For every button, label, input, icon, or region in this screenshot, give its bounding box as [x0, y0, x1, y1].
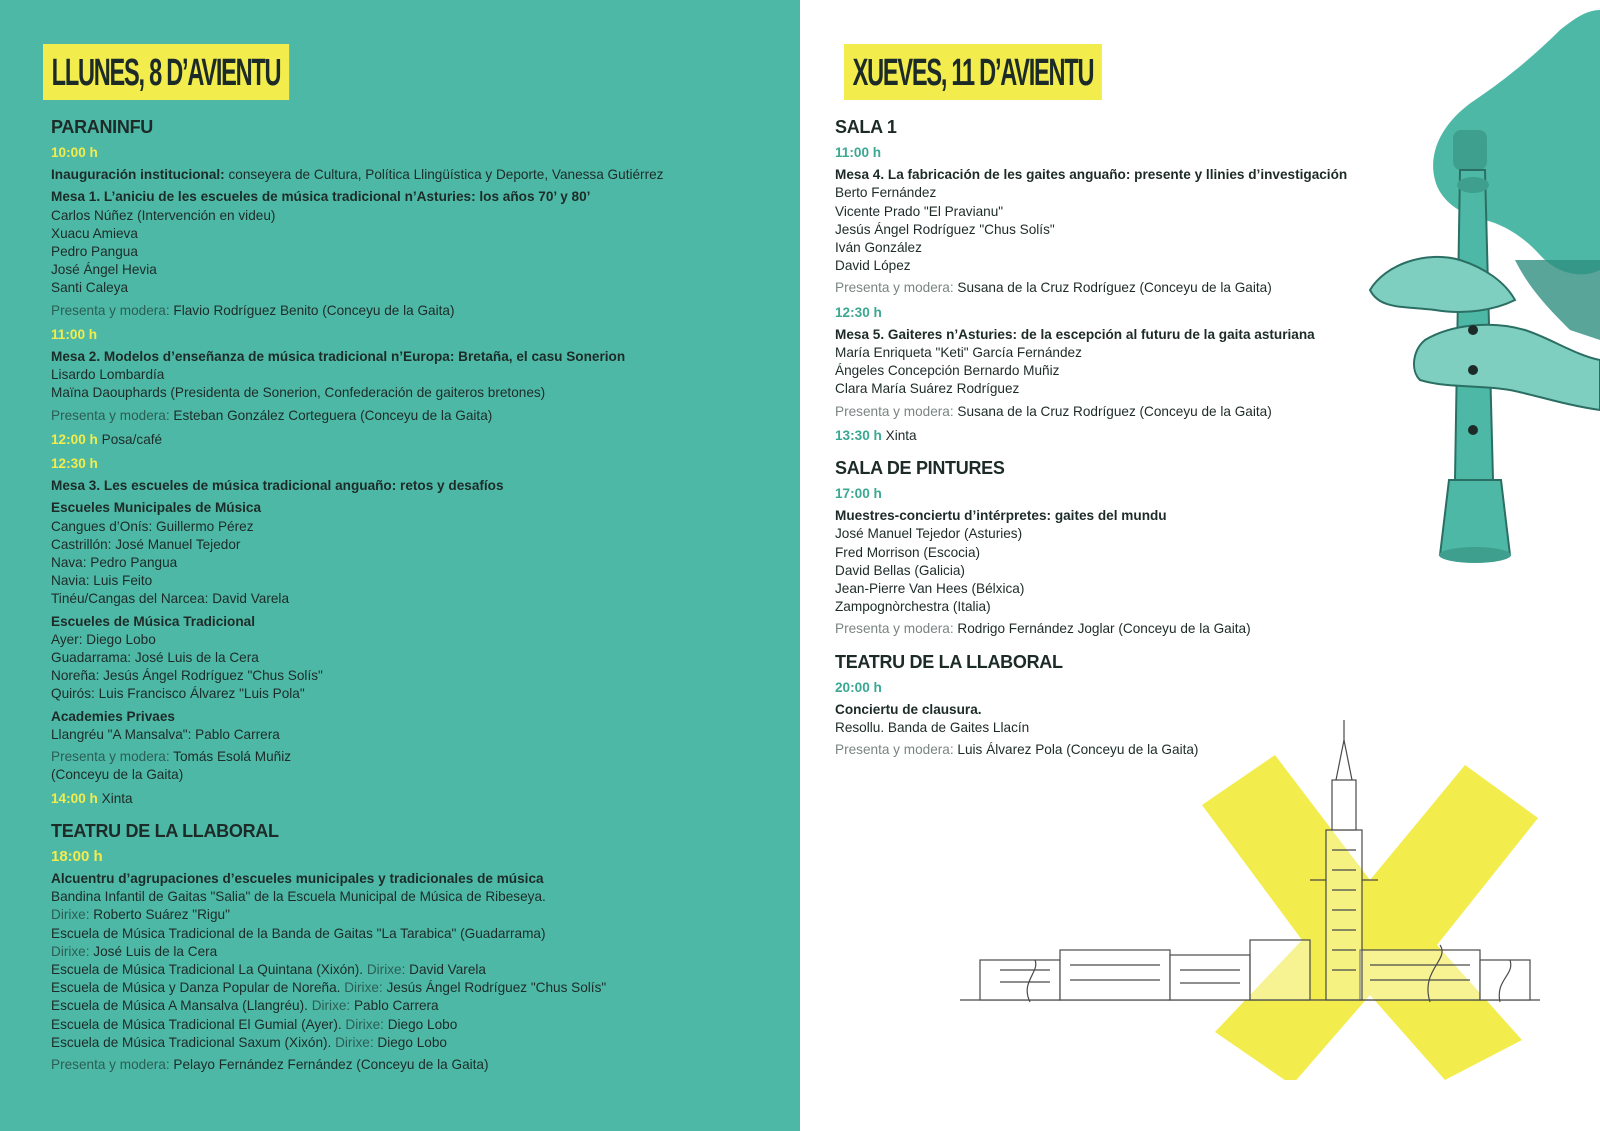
lunch-line: 14:00 h Xinta — [51, 790, 133, 806]
group-line: Escuela de Música Tradicional El Gumial (Ayer). Dirixe: Diego Lobo — [51, 1016, 458, 1032]
school-line: Quirós: Luis Francisco Álvarez "Luis Pola" — [51, 686, 305, 702]
school-line: Cangues d’Onís: Guillermo Pérez — [51, 518, 254, 534]
day-header-thursday: XUEVES, 11 D’AVIENTU — [844, 44, 1102, 100]
school-line: Tinéu/Cangas del Narcea: David Varela — [51, 591, 290, 607]
mesa-title: Mesa 3. Les escueles de música tradicional anguaño: retos y desafíos — [51, 478, 504, 494]
moderator-line: Presenta y modera: Esteban González Corteguera (Conceyu de la Gaita) — [51, 407, 493, 423]
moderator-line: Presenta y modera: Tomás Esolá Muñiz — [51, 749, 292, 765]
moderator-line: Presenta y modera: Pelayo Fernández Fernández (Conceyu de la Gaita) — [51, 1056, 489, 1072]
venue-teatru: TEATRU DE LA LLABORAL — [835, 651, 1063, 672]
speaker: Xuacu Amieva — [51, 225, 138, 241]
mesa-title: Mesa 5. Gaiteres n’Asturies: de la escepción al futuru de la gaita asturiana — [835, 326, 1315, 342]
school-line: Ayer: Diego Lobo — [51, 631, 156, 647]
mesa-title: Mesa 4. La fabricación de les gaites anguaño: presente y llinies d’investigación — [835, 167, 1348, 183]
school-line: Nava: Pedro Pangua — [51, 555, 178, 571]
school-line: Navia: Luis Feito — [51, 573, 153, 589]
speaker: María Enriqueta "Keti" García Fernández — [835, 345, 1082, 361]
mesa-title: Mesa 1. L’aniciu de les escueles de música tradicional n’Asturies: los años 70’ y 80’ — [51, 189, 591, 205]
speaker: Maïna Daouphards (Presidenta de Sonerion, Confederación de gaiteros bretones) — [51, 385, 546, 401]
group-line: Escuela de Música Tradicional Saxum (Xixón). Dirixe: Diego Lobo — [51, 1034, 447, 1050]
time-slot: 18:00 h — [51, 847, 103, 865]
time-slot: 17:00 h — [835, 486, 882, 502]
event-title: Muestres-conciertu d’intérpretes: gaites del mundu — [835, 508, 1167, 524]
venue-teatru: TEATRU DE LA LLABORAL — [51, 820, 279, 841]
mesa-title: Mesa 2. Modelos d’enseñanza de música tradicional n’Europa: Bretaña, el casu Sonerion — [51, 349, 626, 365]
speaker: Lisardo Lombardía — [51, 367, 165, 383]
school-line: Llangréu "A Mansalva": Pablo Carrera — [51, 726, 280, 742]
speaker: David López — [835, 258, 911, 274]
monday-schedule — [51, 116, 791, 1074]
right-page — [800, 0, 1600, 1131]
moderator-line-cont: (Conceyu de la Gaita) — [51, 767, 184, 783]
speaker: Clara María Suárez Rodríguez — [835, 381, 1020, 397]
group-title: Escueles Municipales de Música — [51, 500, 262, 516]
event-title: Alcuentru d’agrupaciones d’escueles municipales y tradicionales de música — [51, 870, 544, 886]
time-slot: 12:30 h — [51, 456, 98, 472]
speaker: Carlos Núñez (Intervención en videu) — [51, 207, 276, 223]
venue-sala-1: SALA 1 — [835, 117, 897, 137]
time-slot: 10:00 h — [51, 145, 98, 160]
break-line: 12:00 h Posa/café — [51, 431, 163, 447]
inauguration-line: Inauguración institucional: conseyera de Cultura, Política Llingüística y Deporte, Vanessa Gutiérrez — [51, 167, 664, 183]
venue-sala-de-pintures: SALA DE PINTURES — [835, 458, 1005, 479]
performer: José Manuel Tejedor (Asturies) — [835, 526, 1023, 542]
speaker: Berto Fernández — [835, 185, 937, 201]
performer: Zampognòrchestra (Italia) — [835, 599, 991, 615]
group-line: Escuela de Música A Mansalva (Llangréu). Dirixe: Pablo Carrera — [51, 998, 439, 1014]
bagpipe-chanter-illustration — [1365, 10, 1600, 570]
speaker: Pedro Pangua — [51, 244, 138, 260]
speaker: Santi Caleya — [51, 280, 129, 296]
group-title: Academies Privaes — [51, 708, 175, 724]
group-line: Bandina Infantil de Gaitas "Salia" de la Escuela Municipal de Música de Ribeseya. — [51, 889, 546, 905]
time-slot: 11:00 h — [51, 326, 98, 342]
moderator-line: Presenta y modera: Susana de la Cruz Rodríguez (Conceyu de la Gaita) — [835, 280, 1272, 296]
school-line: Noreña: Jesús Ángel Rodríguez "Chus Solís" — [51, 668, 323, 684]
director-line: Dirixe: Roberto Suárez "Rigu" — [51, 907, 230, 923]
moderator-line: Presenta y modera: Luis Álvarez Pola (Conceyu de la Gaita) — [835, 742, 1199, 758]
speaker: Ángeles Concepción Bernardo Muñiz — [835, 363, 1060, 379]
time-slot: 20:00 h — [835, 679, 882, 695]
director-line: Dirixe: José Luis de la Cera — [51, 943, 218, 959]
group-line: Escuela de Música Tradicional de la Banda de Gaitas "La Tarabica" (Guadarrama) — [51, 925, 546, 941]
moderator-line: Presenta y modera: Susana de la Cruz Rodríguez (Conceyu de la Gaita) — [835, 403, 1272, 419]
day-header-monday: LLUNES, 8 D’AVIENTU — [43, 44, 289, 100]
performer: David Bellas (Galicia) — [835, 562, 965, 578]
lunch-line: 13:30 h Xinta — [835, 427, 917, 443]
performer: Resollu. Banda de Gaites Llacín — [835, 720, 1030, 736]
moderator-line: Presenta y modera: Rodrigo Fernández Joglar (Conceyu de la Gaita) — [835, 621, 1251, 637]
group-line: Escuela de Música y Danza Popular de Noreña. Dirixe: Jesús Ángel Rodríguez "Chus Solís" — [51, 980, 607, 996]
speaker: Iván González — [835, 240, 922, 256]
time-slot: 12:30 h — [835, 304, 882, 320]
school-line: Castrillón: José Manuel Tejedor — [51, 536, 241, 552]
speaker: José Ángel Hevia — [51, 262, 157, 278]
performer: Jean-Pierre Van Hees (Bélxica) — [835, 581, 1025, 597]
group-title: Escueles de Música Tradicional — [51, 613, 255, 629]
yellow-x-mark — [1202, 755, 1538, 1080]
laboral-building-illustration — [940, 720, 1580, 1080]
event-title: Conciertu de clausura. — [835, 701, 982, 717]
group-line: Escuela de Música Tradicional La Quintana (Xixón). Dirixe: David Varela — [51, 961, 486, 977]
venue-paraninfu: PARANINFU — [51, 117, 153, 137]
moderator-line: Presenta y modera: Flavio Rodríguez Benito (Conceyu de la Gaita) — [51, 302, 455, 318]
speaker: Jesús Ángel Rodríguez "Chus Solís" — [835, 221, 1055, 237]
speaker: Vicente Prado "El Pravianu" — [835, 203, 1004, 219]
time-slot: 11:00 h — [835, 145, 882, 160]
school-line: Guadarrama: José Luis de la Cera — [51, 650, 259, 666]
thursday-schedule — [835, 116, 1395, 759]
performer: Fred Morrison (Escocia) — [835, 544, 981, 560]
